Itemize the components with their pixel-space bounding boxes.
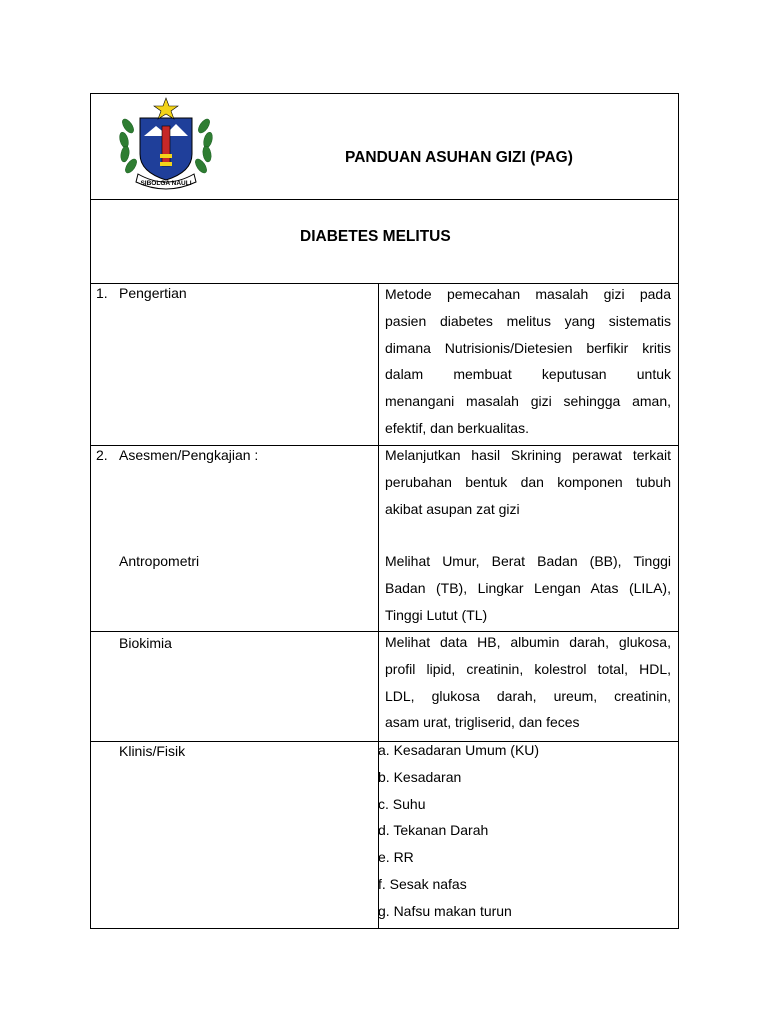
description-line: Melihat data HB, albumin darah, glukosa, bbox=[385, 634, 671, 650]
row-description bbox=[385, 442, 671, 522]
description-line: Melanjutkan hasil Skrining perawat terkait bbox=[385, 447, 671, 463]
document-header bbox=[91, 94, 678, 200]
list-item: a. Kesadaran Umum (KU) bbox=[378, 742, 540, 758]
description-line: Metode pemecahan masalah gizi pada bbox=[385, 286, 671, 302]
description-line: akibat asupan zat gizi bbox=[385, 500, 520, 517]
description-line: menangani masalah gizi sehingga aman, bbox=[385, 393, 671, 410]
list-item: d. Tekanan Darah bbox=[378, 822, 489, 839]
logo-ribbon-text: SIBOLGA NAULI bbox=[140, 180, 192, 187]
list-item: e. RR bbox=[378, 849, 414, 866]
description-line: efektif, dan berkualitas. bbox=[385, 419, 529, 436]
list-item: f. Sesak nafas bbox=[378, 875, 467, 892]
description-line: asam urat, trigliserid, dan feces bbox=[385, 714, 580, 731]
antropometri-description bbox=[385, 548, 671, 628]
row-label: Klinis/Fisik bbox=[119, 743, 186, 759]
sibolga-emblem-logo bbox=[116, 96, 216, 192]
row-description bbox=[385, 281, 671, 442]
description-line: LDL, glukosa darah, ureum, creatinin, bbox=[385, 687, 671, 704]
description-line: dimana Nutrisionis/Dietesien berfikir kritis bbox=[385, 339, 671, 356]
list-item: c. Suhu bbox=[378, 795, 426, 812]
document-frame bbox=[90, 93, 679, 929]
description-line: Badan (TB), Lingkar Lengan Atas (LILA), bbox=[385, 579, 671, 596]
list-item: g. Nafsu makan turun bbox=[378, 902, 512, 919]
description-line: pasien diabetes melitus yang sistematis bbox=[385, 312, 671, 329]
document-title: PANDUAN ASUHAN GIZI (PAG) bbox=[345, 149, 573, 166]
row-description bbox=[385, 629, 671, 736]
description-line: Tinggi Lutut (TL) bbox=[385, 606, 488, 623]
description-line: Melihat Umur, Berat Badan (BB), Tinggi bbox=[385, 553, 671, 569]
subrow-label-antropometri: Antropometri bbox=[119, 553, 200, 569]
row-number: 1. bbox=[96, 285, 108, 301]
description-line: profil lipid, creatinin, kolestrol total, HDL, bbox=[385, 660, 671, 677]
row-number: 2. bbox=[96, 447, 108, 463]
description-line: perubahan bentuk dan komponen tubuh bbox=[385, 473, 671, 490]
row-label: Pengertian bbox=[119, 285, 187, 301]
row-label: Asesmen/Pengkajian : bbox=[119, 447, 259, 463]
description-line: dalam membuat keputusan untuk bbox=[385, 366, 671, 383]
topic-title: DIABETES MELITUS bbox=[300, 228, 451, 245]
list-item: b. Kesadaran bbox=[378, 768, 462, 785]
row-label: Biokimia bbox=[119, 635, 172, 651]
klinis-checklist bbox=[378, 737, 539, 925]
document-subheader bbox=[91, 199, 678, 284]
